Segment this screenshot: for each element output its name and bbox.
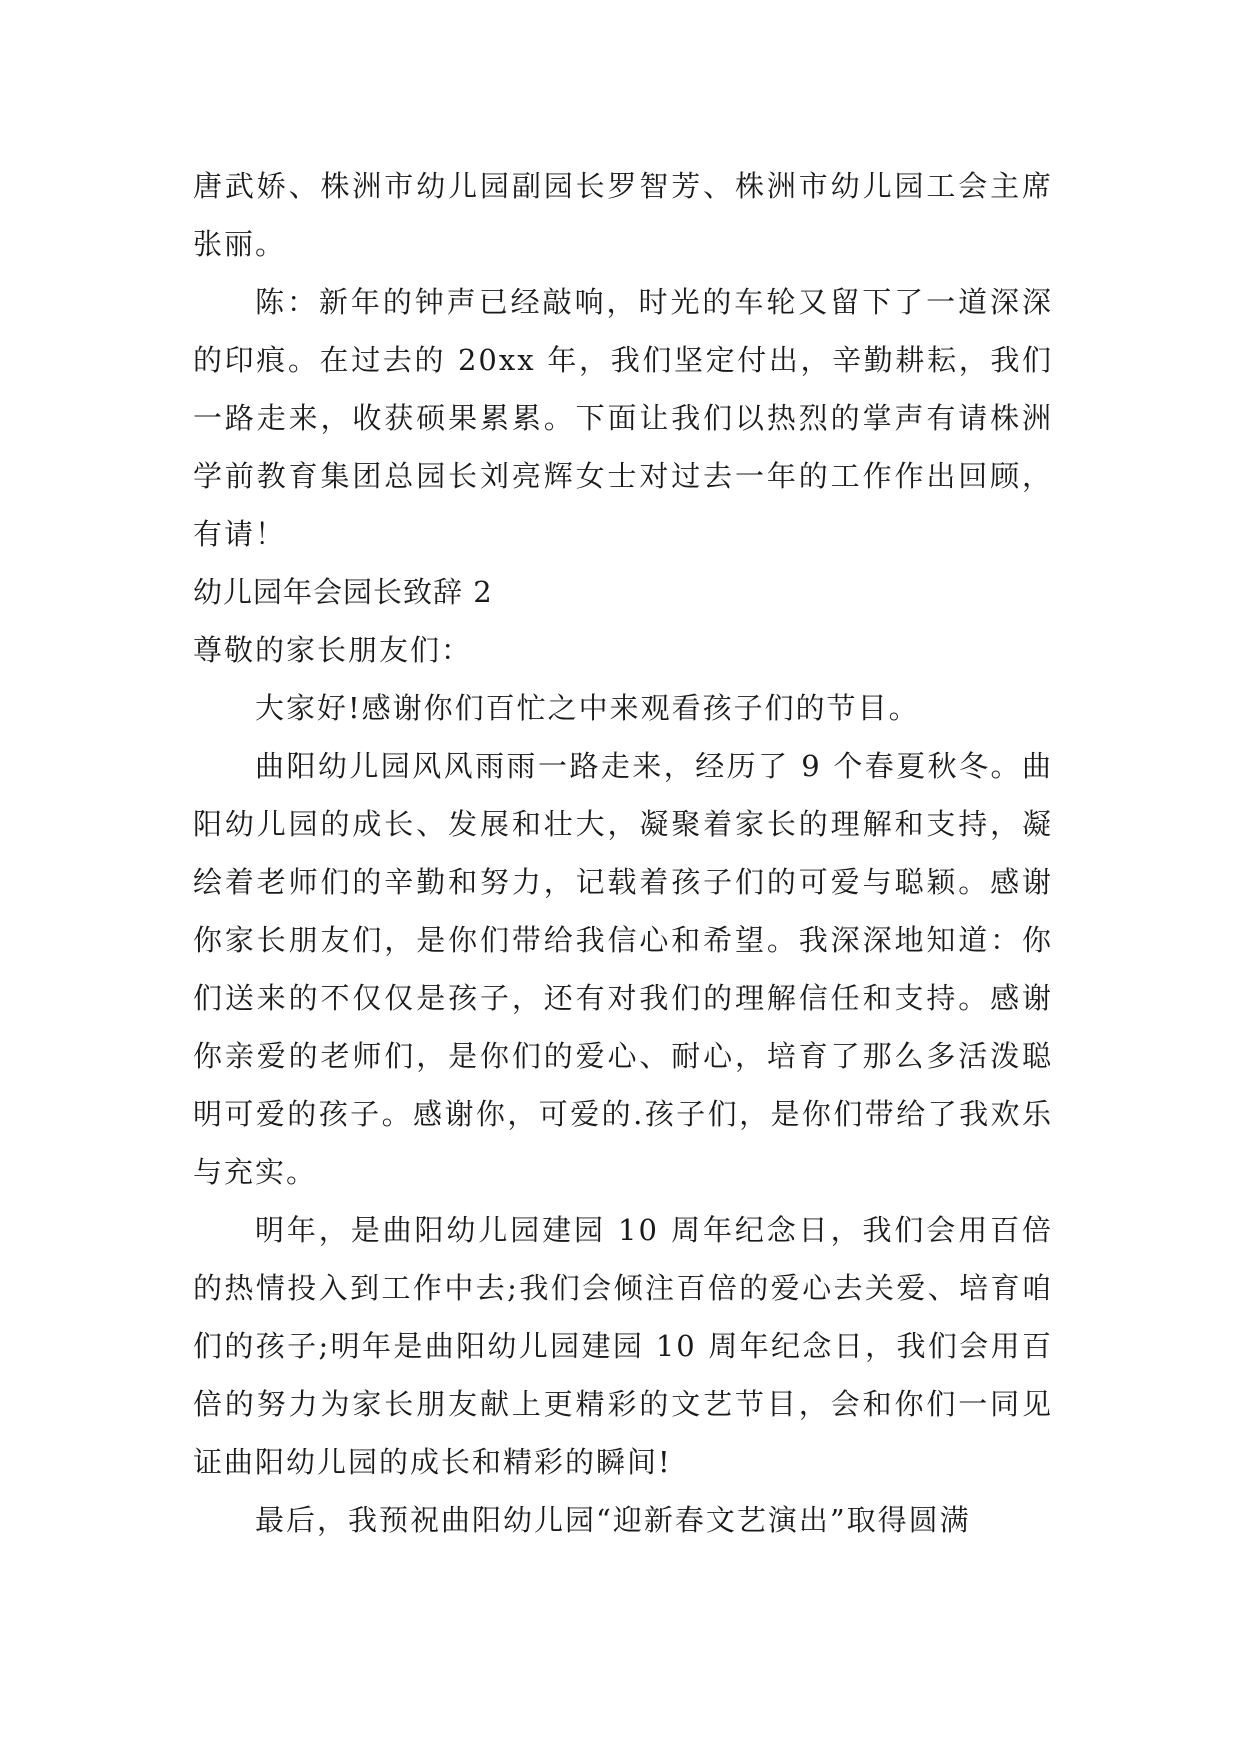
paragraph-attendees: 唐武娇、株洲市幼儿园副园长罗智芳、株洲市幼儿园工会主席张丽。 xyxy=(193,169,1053,261)
document-page xyxy=(193,157,1053,1549)
paragraph-closing: 最后，我预祝曲阳幼儿园“迎新春文艺演出”取得圆满 xyxy=(255,1503,971,1537)
salutation: 尊敬的家长朋友们： xyxy=(193,633,473,667)
paragraph-greeting: 大家好!感谢你们百忙之中来观看孩子们的节目。 xyxy=(255,691,920,725)
paragraph-thanks: 曲阳幼儿园风风雨雨一路走来，经历了 9 个春夏秋冬。曲阳幼儿园的成长、发展和壮大，凝聚着家长的理解和支持，凝绘着老师们的辛勤和努力，记载着孩子们的可爱与聪颖。感谢你家长朋友们，是你们带给我信心和希望。我深深地知道：你们送来的不仅仅是孩子，还有对我们的理解信任和支持。感谢你亲爱的老师们，是你们的爱心、耐心，培育了那么多活泼聪明可爱的孩子。感谢你，可爱的.孩子们，是你们带给了我欢乐与充实。 xyxy=(193,749,1053,1189)
section-heading: 幼儿园年会园长致辞 2 xyxy=(193,575,493,609)
paragraph-host-chen: 陈：新年的钟声已经敲响，时光的车轮又留下了一道深深的印痕。在过去的 20xx 年，我们坚定付出，辛勤耕耘，我们一路走来，收获硕果累累。下面让我们以热烈的掌声有请株洲学前教育集团总园长刘亮辉女士对过去一年的工作作出回顾，有请！ xyxy=(193,285,1053,551)
paragraph-next-year: 明年，是曲阳幼儿园建园 10 周年纪念日，我们会用百倍的热情投入到工作中去;我们会倾注百倍的爱心去关爱、培育咱们的孩子;明年是曲阳幼儿园建园 10 周年纪念日，我们会用百倍的努力为家长朋友献上更精彩的文艺节目，会和你们一同见证曲阳幼儿园的成长和精彩的瞬间! xyxy=(193,1213,1053,1479)
